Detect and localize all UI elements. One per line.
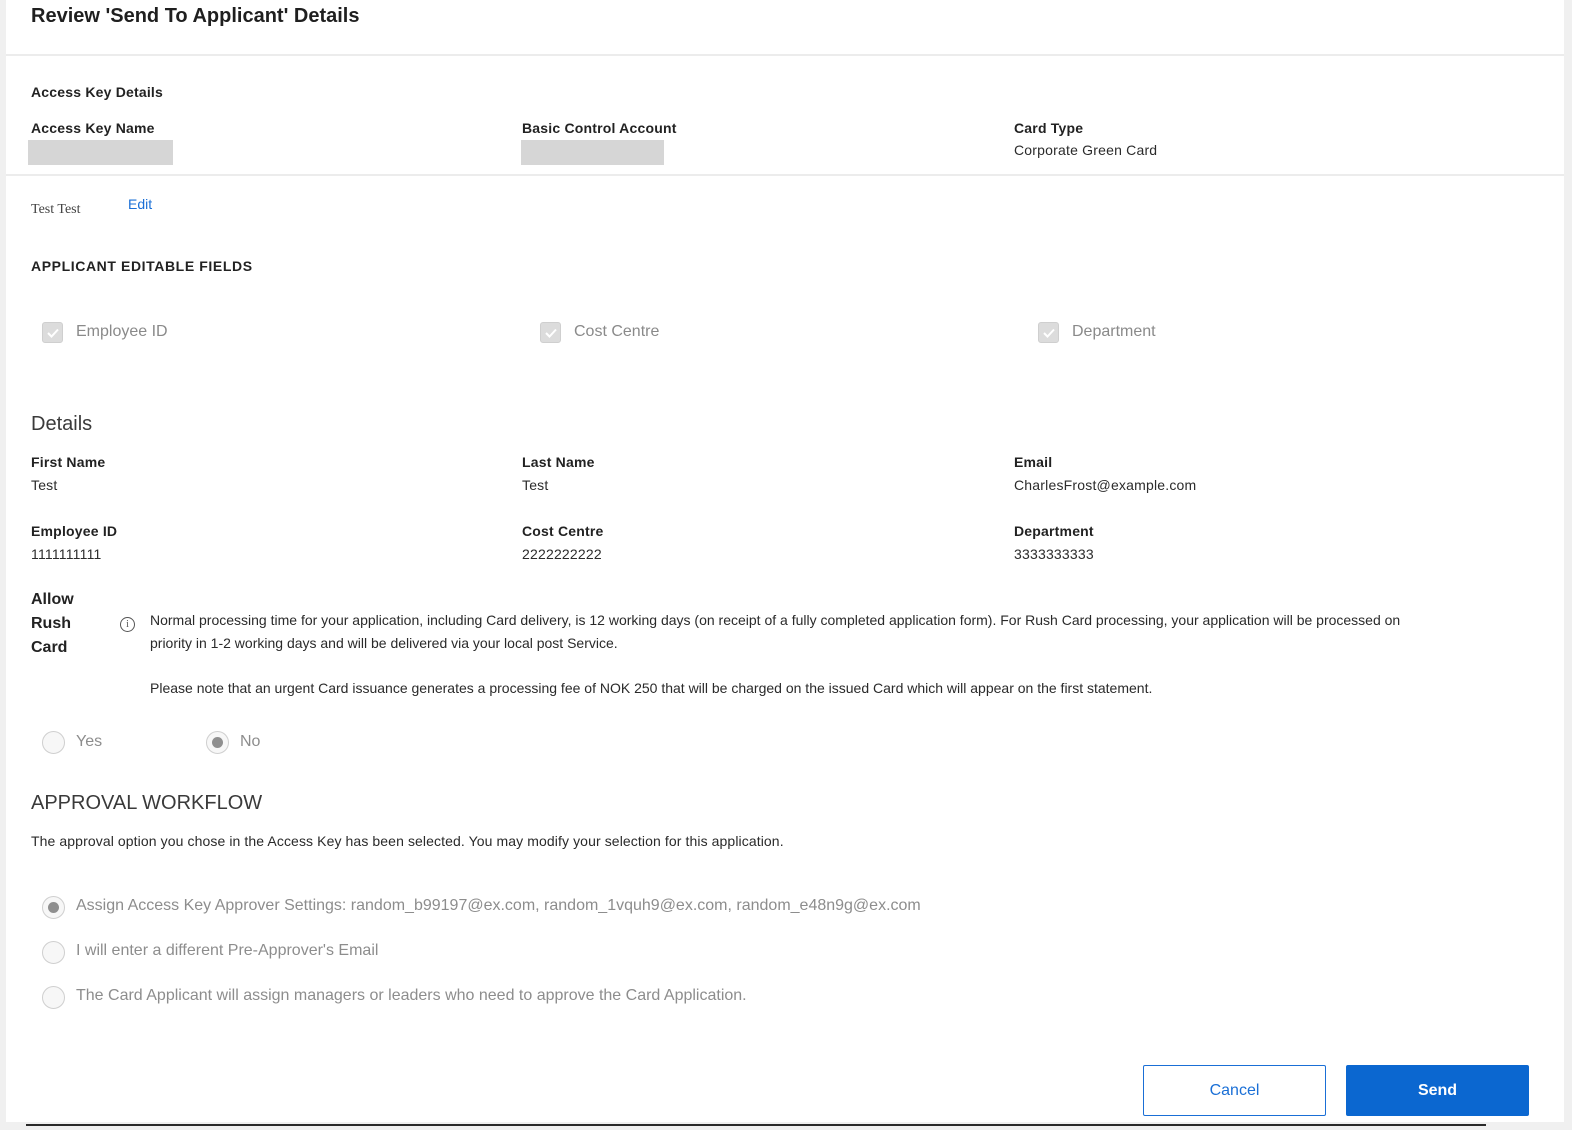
card-type-value: Corporate Green Card <box>1014 142 1158 158</box>
divider <box>6 174 1564 176</box>
first-name-label: First Name <box>31 454 106 470</box>
divider <box>6 54 1564 56</box>
rush-label-line: Rush <box>31 615 71 632</box>
info-icon: i <box>120 617 135 632</box>
cost-centre-label: Cost Centre <box>522 523 604 539</box>
card-type-label: Card Type <box>1014 120 1084 136</box>
cost-centre-value: 2222222222 <box>522 546 602 562</box>
employee-id-label: Employee ID <box>31 523 118 539</box>
department-checkbox-label: Department <box>1072 323 1156 340</box>
rush-no-radio[interactable] <box>206 731 229 754</box>
department-checkbox[interactable] <box>1038 322 1059 343</box>
email-label: Email <box>1014 454 1053 470</box>
access-key-section-label: Access Key Details <box>31 84 164 100</box>
send-button[interactable]: Send <box>1346 1065 1529 1116</box>
first-name-value: Test <box>31 477 58 493</box>
approval-workflow-heading: APPROVAL WORKFLOW <box>31 792 263 814</box>
edit-link[interactable]: Edit <box>128 196 153 212</box>
basic-control-account-label: Basic Control Account <box>522 120 677 136</box>
rush-processing-notice: Normal processing time for your application, including Card delivery, is 12 working days (on receipt of a fully completed application form). For Rush Card processing, your application will be processed on priority in 1-2 working days and will be delivered via your local post Service. <box>150 612 1401 651</box>
cost-centre-checkbox-label: Cost Centre <box>574 323 660 340</box>
rush-label-line: Card <box>31 639 68 656</box>
access-key-name-redacted <box>28 140 173 165</box>
employee-id-checkbox-label: Employee ID <box>76 323 168 340</box>
basic-control-account-redacted <box>521 140 664 165</box>
last-name-value: Test <box>522 477 549 493</box>
editable-fields-heading: APPLICANT EDITABLE FIELDS <box>31 258 253 274</box>
checkmark-icon <box>46 326 60 340</box>
approver-settings-label: Assign Access Key Approver Settings: random_b99197@ex.com, random_1vquh9@ex.com, random_e48n9g@ex.com <box>76 897 921 914</box>
department-value: 3333333333 <box>1014 546 1094 562</box>
different-approver-label: I will enter a different Pre-Approver's Email <box>76 942 379 959</box>
employee-id-checkbox[interactable] <box>42 322 63 343</box>
access-key-name-label: Access Key Name <box>31 120 155 136</box>
checkmark-icon <box>1042 326 1056 340</box>
approval-workflow-description: The approval option you chose in the Access Key has been selected. You may modify your selection for this application. <box>31 833 784 849</box>
rush-fee-notice: Please note that an urgent Card issuance generates a processing fee of NOK 250 that will be charged on the issued Card which will appear on the first statement. <box>150 680 1153 696</box>
email-value: CharlesFrost@example.com <box>1014 477 1197 493</box>
cost-centre-checkbox[interactable] <box>540 322 561 343</box>
allow-rush-card-label <box>31 588 74 660</box>
page-title: Review 'Send To Applicant' Details <box>31 5 360 27</box>
details-heading: Details <box>31 413 93 435</box>
different-approver-radio[interactable] <box>42 941 65 964</box>
bottom-border <box>26 1124 1486 1126</box>
last-name-label: Last Name <box>522 454 595 470</box>
review-panel <box>6 0 1564 1122</box>
applicant-assigns-radio[interactable] <box>42 986 65 1009</box>
rush-yes-label: Yes <box>76 733 103 750</box>
rush-yes-radio[interactable] <box>42 731 65 754</box>
cancel-button[interactable]: Cancel <box>1143 1065 1326 1116</box>
rush-no-label: No <box>240 733 261 750</box>
applicant-assigns-label: The Card Applicant will assign managers or leaders who need to approve the Card Application. <box>76 987 747 1004</box>
approver-settings-radio[interactable] <box>42 896 65 919</box>
checkmark-icon <box>544 326 558 340</box>
applicant-name: Test Test <box>31 202 81 217</box>
employee-id-value: 1111111111 <box>31 546 102 562</box>
department-label: Department <box>1014 523 1094 539</box>
rush-label-line: Allow <box>31 591 74 608</box>
